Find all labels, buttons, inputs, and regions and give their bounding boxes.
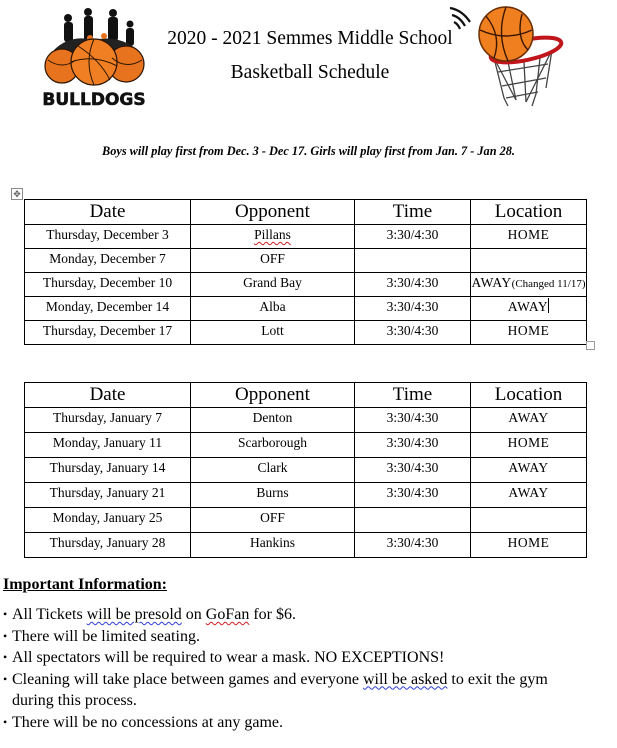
cell-time[interactable]: 3:30/4:30 [355,433,471,458]
page-subtitle: Basketball Schedule [230,62,390,83]
list-item [3,604,613,626]
cell-location[interactable] [471,508,587,533]
header-date: Date [25,200,191,225]
list-item [3,626,613,648]
cell-opponent[interactable]: OFF [191,249,355,273]
cell-location[interactable] [471,297,587,321]
grammar-flagged-phrase[interactable]: will be asked [362,670,448,688]
table-row [25,225,587,249]
girls-first-schedule-table [24,382,587,558]
bullet-icon: • [3,628,8,643]
cell-date[interactable]: Thursday, January 21 [25,483,191,508]
basketball-hoop-image [446,2,568,110]
header-opponent: Opponent [191,200,355,225]
cell-opponent[interactable]: Lott [191,321,355,345]
header-time: Time [355,200,471,225]
cell-date[interactable]: Monday, January 25 [25,508,191,533]
list-item [3,712,613,734]
cell-date[interactable]: Thursday, December 10 [25,273,191,297]
table-row [25,533,587,558]
cell-opponent[interactable] [191,225,355,249]
cell-opponent[interactable]: Hankins [191,533,355,558]
text-run: There will be no concessions at any game. [12,713,284,731]
cell-date[interactable]: Thursday, January 14 [25,458,191,483]
table-header-row [25,383,587,408]
cell-date[interactable]: Monday, December 14 [25,297,191,321]
cell-time[interactable]: 3:30/4:30 [355,458,471,483]
header-time: Time [355,383,471,408]
cell-opponent[interactable]: Clark [191,458,355,483]
bullet-icon: • [3,607,8,621]
location-value: AWAY [507,299,549,314]
location-change-note: (Changed 11/17) [511,278,586,290]
important-info-heading: Important Information: [3,576,167,593]
table-row [25,249,587,273]
cell-time[interactable] [355,508,471,533]
cell-time[interactable]: 3:30/4:30 [355,533,471,558]
table-header-row [25,200,587,225]
cell-date[interactable]: Monday, December 7 [25,249,191,273]
bulldogs-logo-image [40,4,148,110]
cell-date[interactable]: Thursday, December 17 [25,321,191,345]
bullet-icon: • [3,671,8,686]
text-run: to exit the gym during this process. [12,670,548,709]
cell-time[interactable]: 3:30/4:30 [355,408,471,433]
list-item [3,669,613,712]
cell-location[interactable]: HOME [471,321,587,345]
list-item [3,647,613,669]
cell-location[interactable] [471,249,587,273]
schedule-note: Boys will play first from Dec. 3 - Dec 17. Girls will play first from Jan. 7 - Jan 28. [102,144,515,158]
grammar-flagged-phrase[interactable]: will be presold [86,606,182,623]
cell-opponent[interactable]: OFF [191,508,355,533]
cell-date[interactable]: Thursday, December 3 [25,225,191,249]
cell-time[interactable]: 3:30/4:30 [355,297,471,321]
spelling-flagged-word[interactable]: Pillans [254,227,291,242]
header-opponent: Opponent [191,383,355,408]
cell-time[interactable] [355,249,471,273]
cell-opponent[interactable]: Grand Bay [191,273,355,297]
cell-opponent[interactable]: Alba [191,297,355,321]
text-run: There will be limited seating. [12,627,200,645]
cell-opponent[interactable]: Denton [191,408,355,433]
table-row [25,508,587,533]
cell-time[interactable]: 3:30/4:30 [355,483,471,508]
header-location: Location [471,383,587,408]
table-row [25,483,587,508]
spelling-flagged-word[interactable]: GoFan [205,606,250,623]
table-row [25,321,587,345]
cell-time[interactable]: 3:30/4:30 [355,273,471,297]
text-run: on [181,606,206,623]
cell-date[interactable]: Thursday, January 7 [25,408,191,433]
cell-location[interactable]: HOME [471,225,587,249]
cell-location[interactable] [471,273,587,297]
table-move-handle-icon[interactable]: ✥ [11,188,23,200]
cell-location[interactable]: AWAY [471,408,587,433]
header-location: Location [471,200,587,225]
table-row [25,273,587,297]
text-run: All spectators will be required to wear a mask. NO EXCEPTIONS! [12,649,445,666]
cell-location[interactable]: AWAY [471,483,587,508]
table-row [25,297,587,321]
cell-time[interactable]: 3:30/4:30 [355,225,471,249]
boys-first-schedule-table [24,199,587,345]
cell-date[interactable]: Thursday, January 28 [25,533,191,558]
table-row [25,458,587,483]
text-run: Cleaning will take place between games and everyone [12,670,363,688]
cell-date[interactable]: Monday, January 11 [25,433,191,458]
table-row [25,433,587,458]
cell-location[interactable]: HOME [471,533,587,558]
cell-time[interactable]: 3:30/4:30 [355,321,471,345]
text-run: All Tickets [12,606,87,623]
bullet-icon: • [3,714,8,729]
table-row [25,408,587,433]
bullet-icon: • [3,650,8,664]
header-date: Date [25,383,191,408]
text-cursor [548,298,549,313]
location-value: AWAY [471,275,512,290]
cell-opponent[interactable]: Burns [191,483,355,508]
cell-location[interactable]: AWAY [471,458,587,483]
cell-location[interactable]: HOME [471,433,587,458]
svg-text:BULLDOGS: BULLDOGS [42,90,146,110]
page-title: 2020 - 2021 Semmes Middle School [167,28,453,49]
important-info-list [3,604,613,733]
text-run: for $6. [249,606,296,623]
table-resize-handle[interactable] [586,341,595,350]
cell-opponent[interactable]: Scarborough [191,433,355,458]
